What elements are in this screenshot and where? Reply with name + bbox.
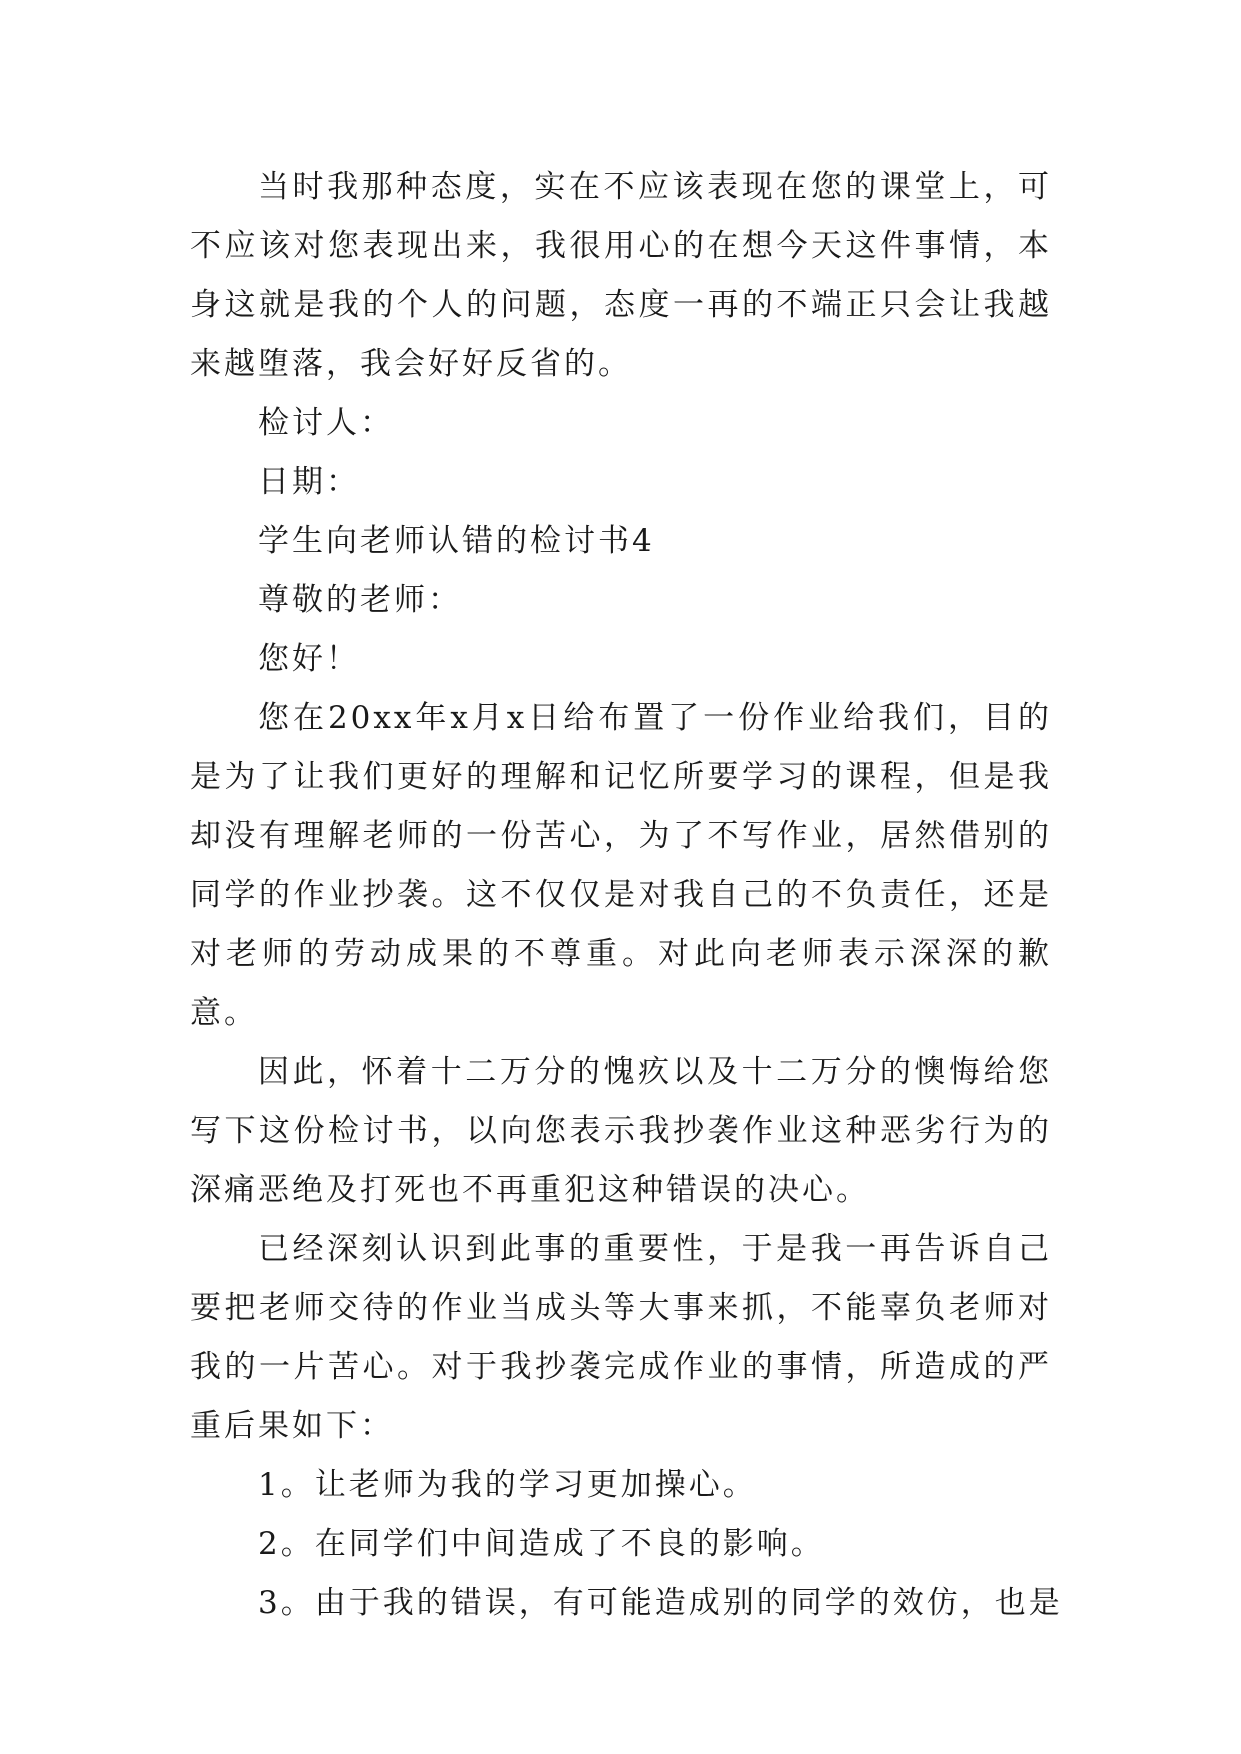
salutation: 尊敬的老师：: [258, 582, 462, 618]
list-item-2: 2。在同学们中间造成了不良的影响。: [258, 1526, 825, 1562]
paragraph-consequences: 已经深刻认识到此事的重要性，于是我一再告诉自己要把老师交待的作业当成头等大事来抓，不能辜负老师对我的一片苦心。对于我抄袭完成作业的事情，所造成的严重后果如下：: [190, 1231, 1052, 1444]
document-body: [190, 158, 1063, 1633]
paragraph-attitude: 当时我那种态度，实在不应该表现在您的课堂上，可不应该对您表现出来，我很用心的在想今天这件事情，本身这就是我的个人的问题，态度一再的不端正只会让我越来越堕落，我会好好反省的。: [190, 169, 1052, 382]
paragraph-homework: 您在20xx年x月x日给布置了一份作业给我们，目的是为了让我们更好的理解和记忆所要学习的课程，但是我却没有理解老师的一份苦心，为了不写作业，居然借别的同学的作业抄袭。这不仅仅是对我自己的不负责任，还是对老师的劳动成果的不尊重。对此向老师表示深深的歉意。: [190, 700, 1052, 1031]
greeting: 您好！: [258, 641, 360, 677]
list-item-1: 1。让老师为我的学习更加操心。: [258, 1467, 757, 1503]
reviewer-label: 检讨人：: [258, 405, 394, 441]
section-title: 学生向老师认错的检讨书4: [258, 523, 655, 559]
paragraph-remorse: 因此，怀着十二万分的愧疚以及十二万分的懊悔给您写下这份检讨书，以向您表示我抄袭作业这种恶劣行为的深痛恶绝及打死也不再重犯这种错误的决心。: [190, 1054, 1052, 1208]
list-item-3: 3。由于我的错误，有可能造成别的同学的效仿，也是: [258, 1585, 1063, 1621]
date-label: 日期：: [258, 464, 360, 500]
